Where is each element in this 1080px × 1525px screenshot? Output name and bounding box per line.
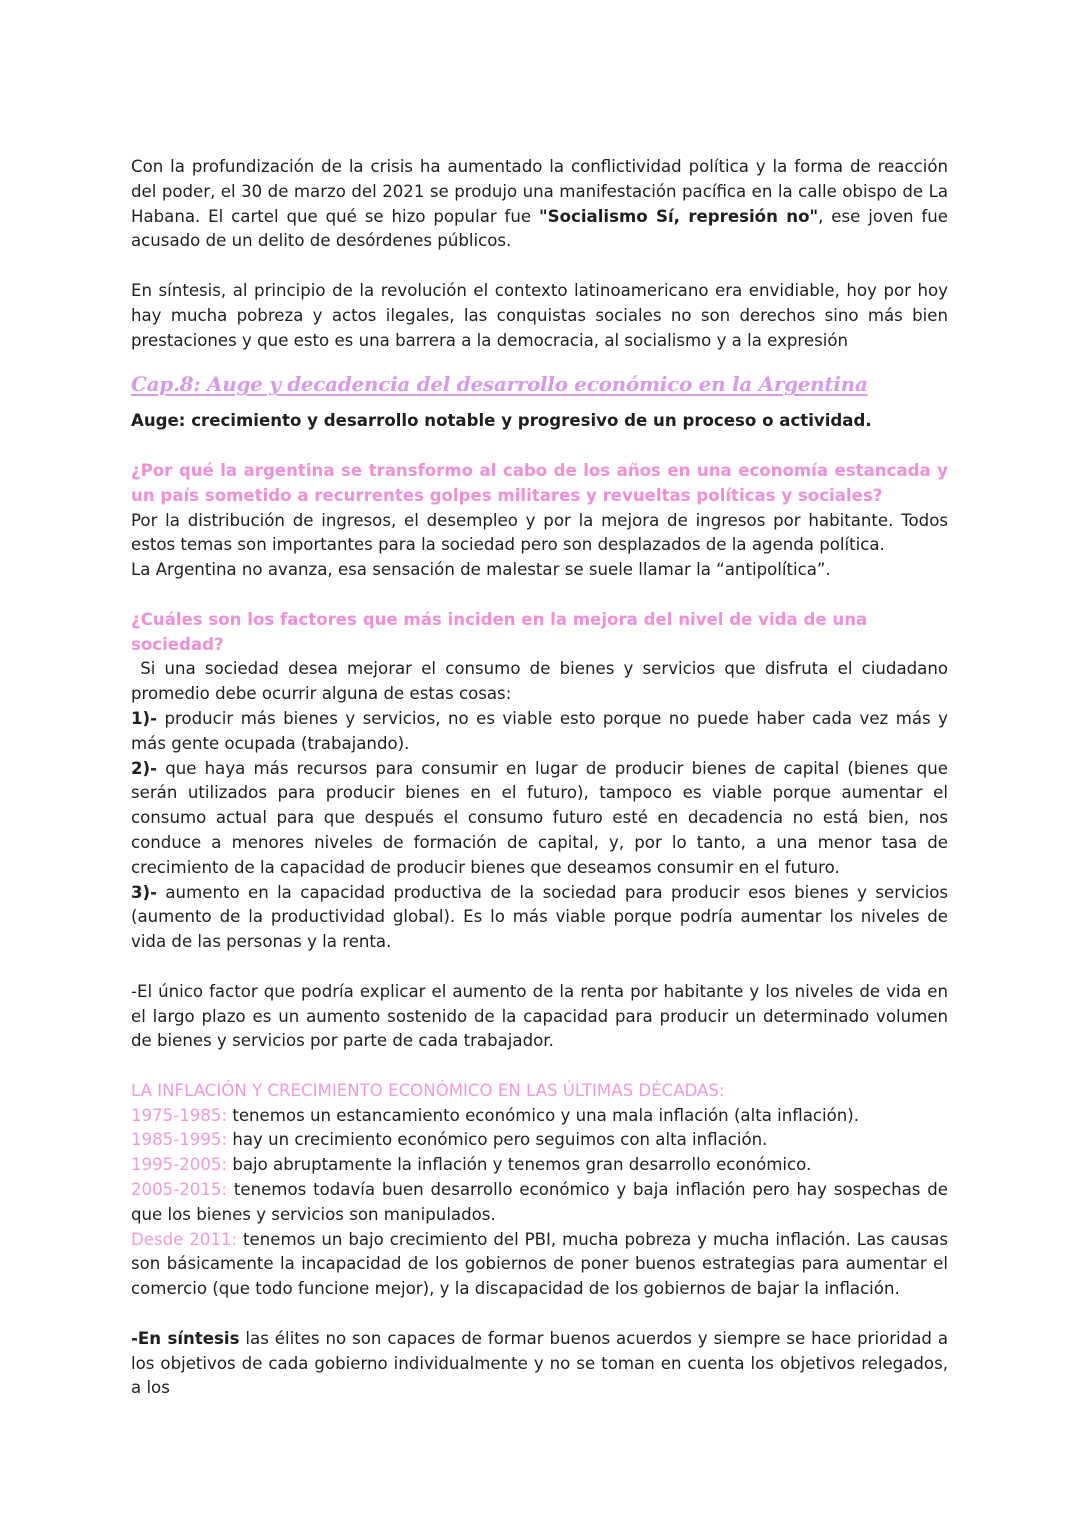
list-item	[131, 757, 948, 881]
period-label: 1975-1985:	[131, 1105, 228, 1125]
list-number: 2)-	[131, 758, 158, 778]
synthesis-text: las élites no son capaces de formar buenos acuerdos y siempre se hace prioridad a los objetivos de cada gobierno individualmente y no se toman en cuenta los objetivos relegados, a los	[131, 1328, 948, 1398]
period-row	[131, 1128, 948, 1153]
period-label: Desde 2011:	[131, 1229, 238, 1249]
period-row	[131, 1153, 948, 1178]
period-label: 1985-1995:	[131, 1130, 228, 1150]
period-row	[131, 1178, 948, 1228]
period-row	[131, 1104, 948, 1129]
list-item	[131, 881, 948, 955]
period-text: tenemos un bajo crecimiento del PBI, mucha pobreza y mucha inflación. Las causas son básicamente la incapacidad de los gobiernos de poner buenos estrategias para aumentar el comercio (que todo funcione mejor), y la discapacidad de los gobiernos de bajar la inflación.	[131, 1229, 948, 1299]
definition-auge: Auge: crecimiento y desarrollo notable y progresivo de un proceso o actividad.	[131, 411, 872, 431]
period-text: hay un crecimiento económico pero seguimos con alta inflación.	[227, 1130, 768, 1150]
text-run: Con la profundización de la crisis ha aumentado la conflictividad política y la forma de reacción del poder, el 30 de marzo del 2021 se produjo una manifestación pacífica en la calle obispo de La Habana. El cartel que qué se hizo popular fue	[131, 157, 948, 226]
period-row	[131, 1228, 948, 1302]
paragraph-synthesis-revolution: En síntesis, al principio de la revolución el contexto latinoamericano era envidiable, hoy por hoy hay mucha pobreza y actos ilegales, las conquistas sociales no son derechos sino más bien prestaciones y que esto es una barrera a la democracia, al socialismo y a la expresión	[131, 280, 948, 350]
slogan-quote: "Socialismo Sí, represión no"	[539, 206, 819, 226]
chapter-title: Cap.8: Auge y decadencia del desarrollo económico en la Argentina	[131, 372, 868, 397]
paragraph-final-synthesis	[131, 1327, 948, 1401]
synthesis-label: -En síntesis	[131, 1328, 240, 1348]
paragraph-factor: -El único factor que podría explicar el aumento de la renta por habitante y los niveles de vida en el largo plazo es un aumento sostenido de la capacidad para producir un determinado volumen de bienes y servicios por parte de cada trabajador.	[131, 981, 948, 1051]
period-text: tenemos todavía buen desarrollo económico y baja inflación pero hay sospechas de que los bienes y servicios son manipulados.	[131, 1180, 948, 1224]
list-text: producir más bienes y servicios, no es viable esto porque no puede haber cada vez más y más gente ocupada (trabajando).	[131, 708, 948, 753]
answer-paragraph-2: La Argentina no avanza, esa sensación de malestar se suele llamar la “antipolítica”.	[131, 560, 831, 580]
list-item	[131, 707, 948, 757]
period-label: 2005-2015:	[131, 1180, 228, 1200]
intro-paragraph: Si una sociedad desea mejorar el consumo de bienes y servicios que disfruta el ciudadano promedio debe ocurrir alguna de estas cosas:	[131, 659, 954, 704]
list-text: que haya más recursos para consumir en lugar de producir bienes de capital (bienes que serán utilizados para producir bienes en el futuro), tampoco es viable porque aumentar el consumo actual para que después el consumo futuro esté en decadencia no está bien, nos conduce a menores niveles de formación de capital, y, por lo tanto, a una menor tasa de crecimiento de la capacidad de producir bienes que deseamos consumir en el futuro.	[131, 758, 948, 877]
question-heading-2: ¿Cuáles son los factores que más inciden en la mejora del nivel de vida de una sociedad?	[131, 609, 868, 654]
question-heading-1: ¿Por qué la argentina se transformo al cabo de los años en una economía estancada y un país sometido a recurrentes golpes militares y revueltas políticas y sociales?	[131, 460, 948, 505]
list-text: aumento en la capacidad productiva de la sociedad para producir esos bienes y servicios (aumento de la productividad global). Es lo más viable porque podría aumentar los niveles de vida de las personas y la renta.	[131, 882, 948, 952]
list-number: 1)-	[131, 708, 158, 728]
period-text: bajo abruptamente la inflación y tenemos gran desarrollo económico.	[227, 1155, 812, 1175]
period-label: 1995-2005:	[131, 1155, 228, 1175]
period-text: tenemos un estancamiento económico y una mala inflación (alta inflación).	[227, 1105, 860, 1125]
document-body	[131, 155, 954, 1401]
paragraph-crisis	[131, 155, 948, 254]
answer-paragraph-1: Por la distribución de ingresos, el desempleo y por la mejora de ingresos por habitante. Todos estos temas son importantes para la sociedad pero son desplazados de la agenda política.	[131, 510, 948, 555]
text-run: , ese joven fue acusado de un delito de desórdenes públicos.	[131, 206, 948, 251]
section-heading-inflation: LA INFLACIÓN Y CRECIMIENTO ECONÓMICO EN LAS ÚLTIMAS DÉCADAS:	[131, 1080, 725, 1100]
list-number: 3)-	[131, 882, 158, 902]
